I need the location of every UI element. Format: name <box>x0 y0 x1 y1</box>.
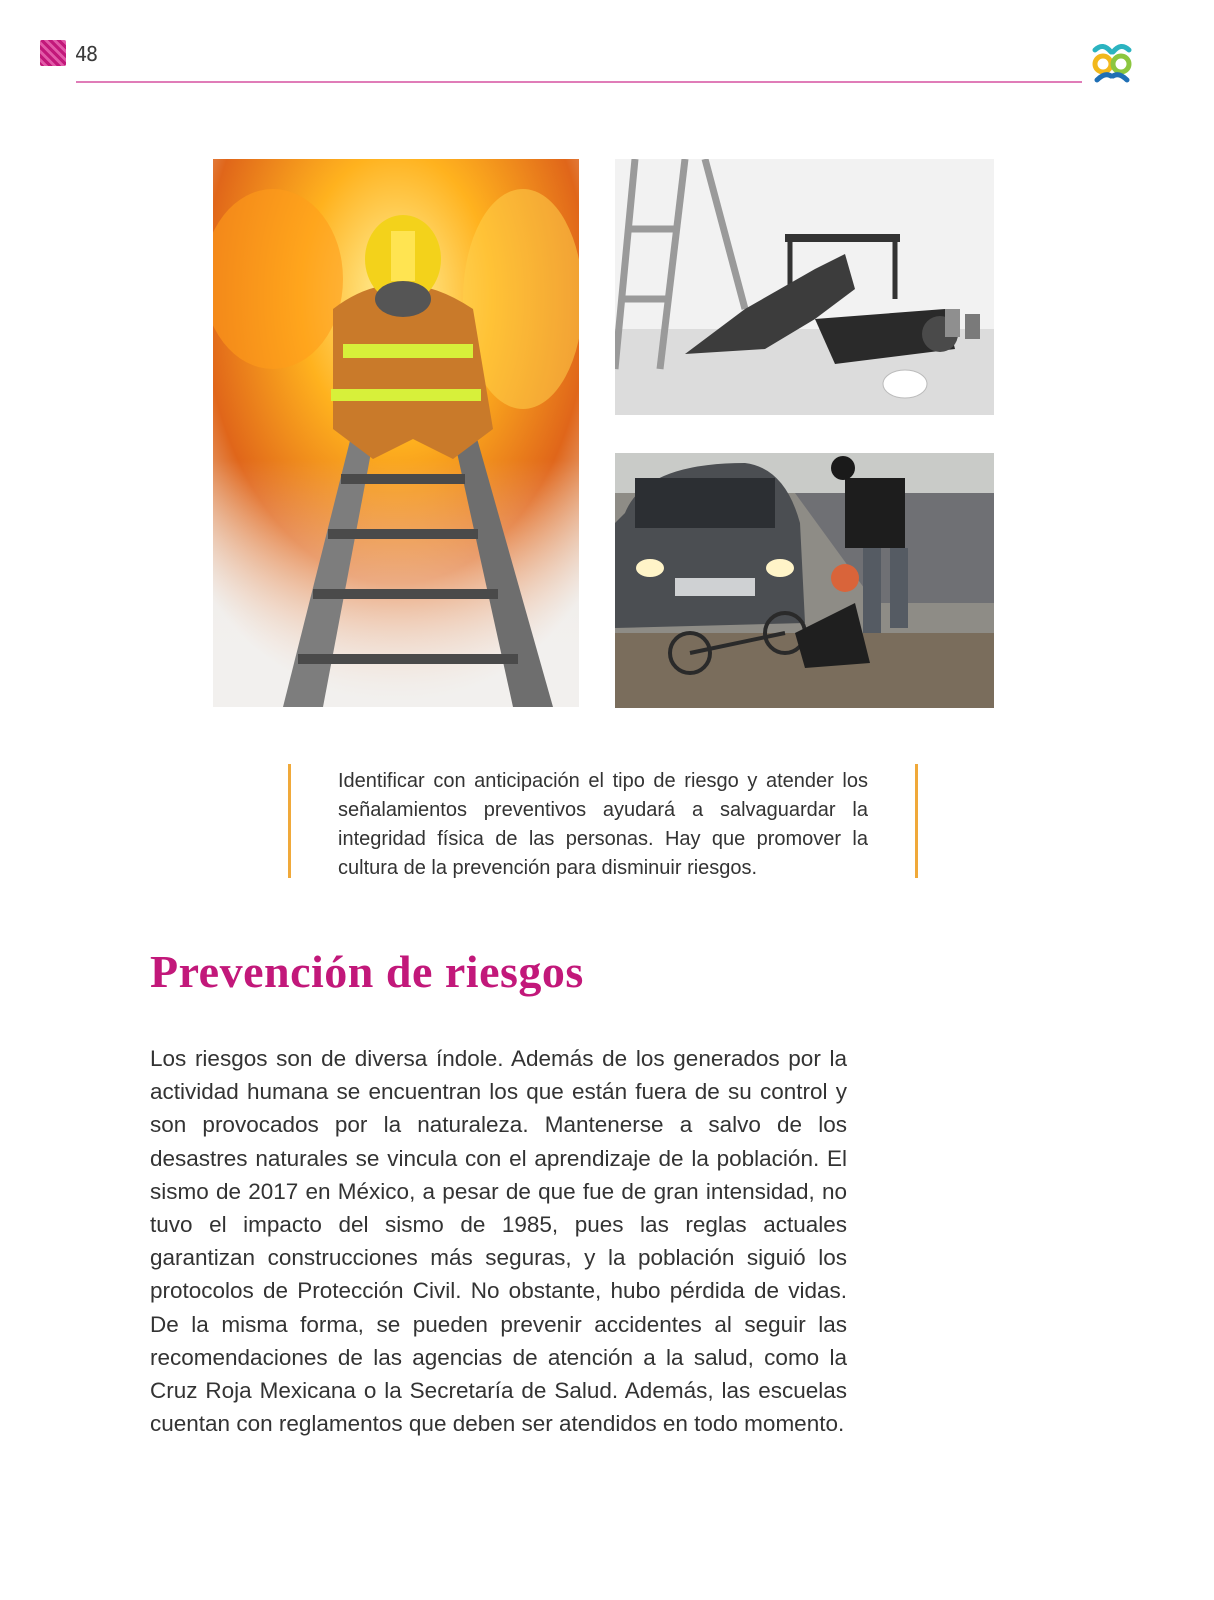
section-title: Prevención de riesgos <box>150 946 584 997</box>
caption-text: Identificar con anticipación el tipo de riesgo y atender los señalamientos preventivos ayudará a salvaguardar la integridad física de las personas. Hay que promover la cultura de la prevención para disminuir riesgos. <box>338 770 868 879</box>
body-paragraph: Los riesgos son de diversa índole. Además de los generados por la actividad humana se encuentran los que están fuera de su control y son provocados por la naturaleza. Mantenerse a salvo de los desastres naturales se vincula con el aprendizaje de la población. El sismo de 2017 en México, a pesar de que fue de gran intensidad, no tuvo el impacto del sismo de 1985, pues las reglas actuales garantizan construcciones más seguras, y la población siguió los protocolos de Protección Civil. No obstante, hubo pérdida de vidas. De la misma forma, se pueden prevenir accidentes al seguir las recomendaciones de las agencias de atención a la salud, como la Cruz Roja Mexicana o la Secretaría de Salud. Además, las escuelas cuentan con reglamentos que deben ser atendidos en todo momento. <box>150 1046 847 1437</box>
nem-logo-icon <box>1089 40 1135 86</box>
image-caption <box>288 764 918 878</box>
caption-bar-right <box>915 764 918 878</box>
mexican-pattern-icon <box>40 40 66 66</box>
firefighter-on-ladder-photo <box>213 159 579 707</box>
header-rule <box>76 81 1082 83</box>
cyclist-car-accident-photo <box>615 453 994 708</box>
caption-bar-left <box>288 764 291 878</box>
page-number: 48 <box>75 42 98 66</box>
worker-fallen-from-ladder-photo <box>615 159 994 415</box>
